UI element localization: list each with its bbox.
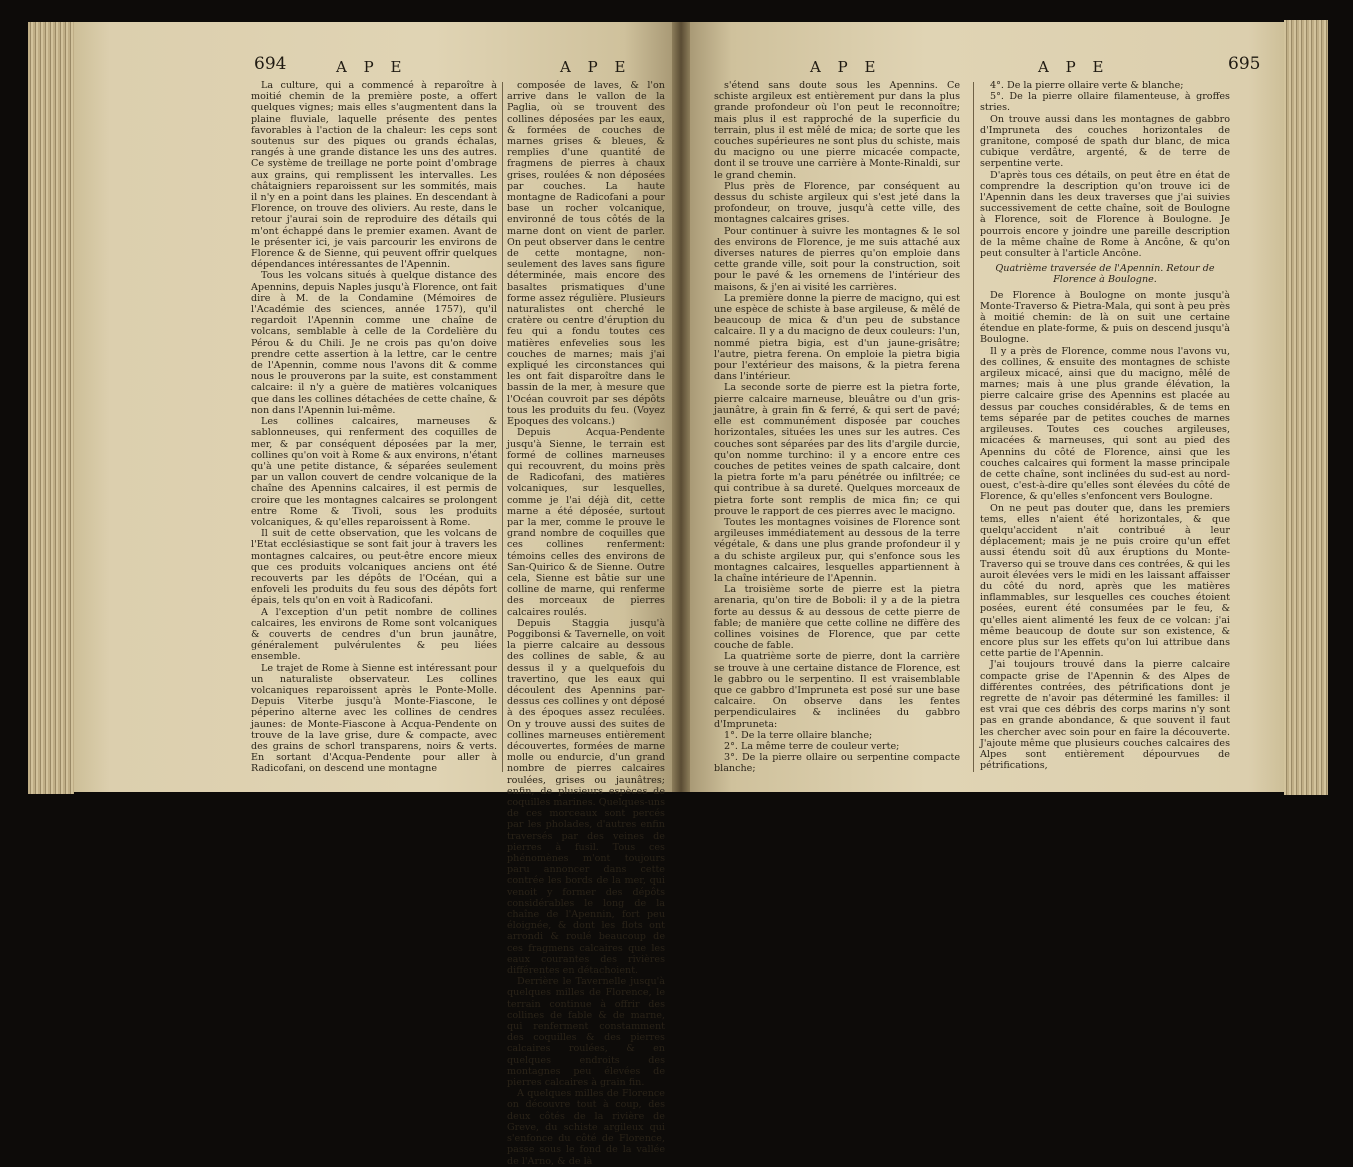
column-divider [502, 82, 503, 772]
text-column [507, 80, 665, 1167]
paragraph: Depuis Acqua-Pendente jusqu'à Sienne, le terrain est formé de collines marneuses qui recouvrent, du moins près de Radicofani, des matières volcaniques, sur lesquelles, comme je l'ai déjà dit, cette marne a été déposée, surtout par la mer, comme le prouve le grand nombre de coquilles que ces collines renferment: témoins celles des environs de San-Quirico & de Sienne. Outre cela, Sienne est bâtie sur une colline de marne, qui renferme des morceaux de pierres calcaires roulés. [507, 427, 665, 618]
running-head: A P E [336, 58, 408, 76]
running-head: A P E [810, 58, 882, 76]
right-page [690, 22, 1284, 792]
page-number: 694 [254, 54, 287, 74]
column-divider [973, 82, 974, 772]
paragraph: Depuis Staggia jusqu'à Poggibonsi & Tavernelle, on voit la pierre calcaire au dessous des collines de sable, & au dessus il y a quelquefois du travertino, que les eaux qui découlent des Apennins par-dessus ces collines y ont déposé à des époques assez reculées. On y trouve aussi des suites de collines marneuses entièrement découvertes, formées de marne molle ou endurcie, d'un grand nombre de pierres calcaires roulées, grises ou jaunâtres; enfin, de plusieurs espèces de coquilles marines. Quelques-uns de ces morceaux sont percés par les pholades, d'autres enfin traversés par des veines de pierres à fusil. Tous ces phénomènes m'ont toujours paru annoncer dans cette contrée les bords de la mer, qui venoit y former des dépôts considérables le long de la chaîne de l'Apennin, fort peu éloignée, & dont les flots ont arrondi & roulé beaucoup de ces fragmens calcaires que les eaux courantes des rivières différentes en détachoient. [507, 617, 665, 977]
list-item: 2°. La même terre de couleur verte; [724, 740, 900, 752]
paragraph: On ne peut pas douter que, dans les premiers tems, elles n'aient été horizontales, & que quelqu'accident n'ait contribué à leur déplacement; mais je ne puis croire qu'un effet aussi étendu soit dû aux éruptions du Monte-Traverso qui se trouve dans ces contrées, & qui les auroit élevées vers le midi en les laissant affaisser du côté du nord, après que les matières inflammables, sur lesquelles ces couches étoient posées, eurent été consumées par le feu, & qu'elles aient alimenté les feux de ce volcan: j'ai même beaucoup de doute sur son existence, & encore plus sur les effets qu'on lui attribue dans cette partie de l'Apennin. [980, 502, 1230, 660]
paragraph: Toutes les montagnes voisines de Florence sont argileuses immédiatement au dessous de la terre végétale, & dans une plus grande profondeur il y a du schiste argileux pur, qui s'enfonce sous les montagnes calcaires, lesquelles appartiennent à la chaîne intérieure de l'Apennin. [714, 516, 960, 584]
paragraph: La seconde sorte de pierre est la pietra forte, pierre calcaire marneuse, bleuâtre ou d'un gris-jaunâtre, à grain fin & ferré, & qui sert de pavé; elle est communément disposée par couches horizontales, situées les unes sur les autres. Ces couches sont séparées par des lits d'argile durcie, qu'on nomme turchino: il y a encore entre ces couches de petites veines de spath calcaire, dont la pietra forte m'a paru pénétrée ou infiltrée; ce qui contribue à sa dureté. Quelques morceaux de pietra forte sont remplis de mica fin; ce qui prouve le rapport de ces pierres avec le macigno. [714, 382, 960, 517]
paragraph: composée de laves, & l'on arrive dans le vallon de la Paglia, où se trouvent des collines déposées par les eaux, & formées de couches de marnes grises & bleues, & remplies d'une quantité de fragmens de pierres à chaux grises, roulées & non déposées par couches. La haute montagne de Radicofani a pour base un rocher volcanique, environné de tous côtés de la marne dont on vient de parler. On peut observer dans le centre de cette montagne, non-seulement des laves sans figure déterminée, mais encore des basaltes prismatiques d'une forme assez régulière. Plusieurs naturalistes ont cherché le cratère ou centre d'éruption du feu qui a fondu toutes ces matières enfevelies sous les couches de marnes; mais j'ai expliqué les circonstances qui les ont fait disparoître dans le bassin de la mer, à mesure que l'Océan couvroit par ses dépôts tous les produits du feu. (Voyez Epoques des volcans.) [507, 80, 665, 428]
paragraph: Il suit de cette observation, que les volcans de l'Etat ecclésiastique se sont fait jour à travers les montagnes calcaires, ou peut-être encore mieux que ces produits volcaniques anciens ont été recouverts par les dépôts de l'Océan, qui a enfoveli les produits du feu sous des dépôts fort épais, tels qu'on en voit à Radicofani. [251, 528, 497, 607]
paragraph: De Florence à Boulogne on monte jusqu'à Monte-Traverso & Pietra-Mala, qui sont à peu près à moitié chemin: de là on suit une certaine étendue en plate-forme, & puis on descend jusqu'à Boulogne. [980, 289, 1230, 346]
page-number: 695 [1228, 54, 1261, 74]
list-item: 4°. De la pierre ollaire verte & blanche; [990, 80, 1184, 91]
paragraph: La première donne la pierre de macigno, qui est une espèce de schiste à base argileuse, & mêlé de beaucoup de mica & d'un peu de substance calcaire. Il y a du macigno de deux couleurs: l'un, nommé pietra bigia, est d'un jaune-grisâtre; l'autre, pietra ferena. On emploie la pietra bigia pour l'extérieur des maisons, & la pietra ferena dans l'intérieur. [714, 292, 960, 383]
text-column [714, 80, 960, 780]
paragraph: Les collines calcaires, marneuses & sablonneuses, qui renferment des coquilles de mer, & par conséquent déposées par la mer, collines qu'on voit à Rome & aux environs, n'étant qu'à une petite distance, & séparées seulement par un vallon couvert de cendre volcanique de la chaîne des Apennins calcaires, il est permis de croire que les montagnes calcaires se prolongent entre Rome & Tivoli, sous les produits volcaniques, & qu'elles reparoissent à Rome. [251, 416, 497, 528]
paragraph: On trouve aussi dans les montagnes de gabbro d'Impruneta des couches horizontales de granitone, composé de spath dur blanc, de mica cubique verdâtre, argenté, & de terre de serpentine verte. [980, 113, 1230, 170]
page-edges-left [28, 22, 74, 794]
paragraph: Le trajet de Rome à Sienne est intéressant pour un naturaliste observateur. Les collines volcaniques reparoissent après le Ponte-Molle. Depuis Viterbe jusqu'à Monte-Fiascone, le péperino alterne avec les collines de cendres jaunes: de Monte-Fiascone à Acqua-Pendente on trouve de la lave grise, dure & compacte, avec des grains de schorl transparens, noirs & verts. En sortant d'Acqua-Pendente pour aller à Radicofani, on descend une montagne [251, 662, 497, 775]
list-item: 5°. De la pierre ollaire filamenteuse, à groffes stries. [980, 91, 1230, 114]
paragraph: A quelques milles de Florence on découvre tout à coup, des deux côtés de la rivière de Greve, du schiste argileux qui s'enfonce du côté de Florence, passe sous le fond de la vallée de l'Arno, & de là [507, 1088, 665, 1167]
section-heading: Quatrième traversée de l'Apennin. Retour de Florence à Boulogne. [995, 263, 1215, 286]
running-head: A P E [1038, 58, 1110, 76]
paragraph: La quatrième sorte de pierre, dont la carrière se trouve à une certaine distance de Florence, est le gabbro ou le serpentino. Il est vraisemblable que ce gabbro d'Impruneta est posé sur une base calcaire. On observe dans les fentes perpendiculaires & inclinées du gabbro d'Impruneta: [714, 651, 960, 730]
paragraph: Plus près de Florence, par conséquent au dessus du schiste argileux qui s'est jeté dans la profondeur, on trouve, jusqu'à cette ville, des montagnes calcaires grises. [714, 180, 960, 226]
list-item: 1°. De la terre ollaire blanche; [724, 729, 873, 741]
paragraph: Tous les volcans situés à quelque distance des Apennins, depuis Naples jusqu'à Florence, ont fait dire à M. de la Condamine (Mémoires de l'Académie des sciences, année 1757), qu'il regardoit l'Apennin comme une chaîne de volcans, semblable à celle de la Cordelière du Pérou & du Chili. Je ne crois pas qu'on doive prendre cette assertion à la lettre, car le centre de l'Apennin, comme nous l'avons dit & comme nous le prouverons par la suite, est constamment calcaire: il n'y a guère de matières volcaniques que dans les collines détachées de cette chaîne, & non dans l'Apennin lui-même. [251, 270, 497, 416]
paragraph: Il y a près de Florence, comme nous l'avons vu, des collines, & ensuite des montagnes de schiste argileux micacé, ainsi que du macigno, mêlé de marnes; mais à une plus grande élévation, la pierre calcaire grise des Apennins est placée au dessus par couches considérables, & de tems en tems séparée par de petites couches de marnes argileuses. Toutes ces couches argileuses, micacées & marneuses, qui sont au pied des Apennins du côté de Florence, ainsi que les couches calcaires qui forment la masse principale de cette chaîne, sont inclinées du sud-est au nord-ouest, c'est-à-dire qu'elles sont élevées du côté de Florence, & qu'elles s'enfoncent vers Boulogne. [980, 345, 1230, 503]
paragraph: Pour continuer à suivre les montagnes & le sol des environs de Florence, je me suis attaché aux diverses natures de pierres qu'on emploie dans cette grande ville, soit pour la construction, soit pour le pavé & les ornemens de l'intérieur des maisons, & j'en ai visité les carrières. [714, 225, 960, 293]
paragraph: s'étend sans doute sous les Apennins. Ce schiste argileux est entièrement pur dans la plus grande profondeur où l'on peut le reconnoître; mais plus il est rapproché de la superficie du terrain, plus il est mêlé de mica; de sorte que les couches supérieures ne sont plus du schiste, mais du macigno ou une pierre micacée compacte, dont il se trouve une carrière à Monte-Rinaldi, sur le grand chemin. [714, 80, 960, 181]
paragraph: La culture, qui a commencé à reparoître à moitié chemin de la première poste, a offert quelques vignes; mais elles s'augmentent dans la plaine fluviale, laquelle présente des pentes favorables à l'action de la chaleur: les ceps sont soutenus sur des piques ou grands échalas, rangés à une grande distance les uns des autres. Ce système de treillage ne porte point d'ombrage aux grains, qui remplissent les intervalles. Les châtaigniers reparoissent sur les sommités, mais il n'y en a point dans les plaines. En descendant à Florence, on trouve des oliviers. Au reste, dans le retour j'aurai soin de reproduire des détails qui m'ont échappé dans le premier examen. Avant de le présenter ici, je vais parcourir les environs de Florence & de Sienne, qui peuvent offrir quelques dépendances intéressantes de l'Apennin. [251, 80, 497, 271]
list-item: 3°. De la pierre ollaire ou serpentine compacte blanche; [714, 752, 960, 775]
paragraph: La troisième sorte de pierre est la pietra arenaria, qu'on tire de Boboli: il y a de la pietra forte au dessus & au dessous de cette pierre de fable; de manière que cette colline ne diffère des collines voisines de Florence, que par cette couche de fable. [714, 584, 960, 652]
paragraph: D'après tous ces détails, on peut être en état de comprendre la description qu'on trouve ici de l'Apennin dans les deux traverses que j'ai suivies successivement de cette chaîne, soit de Boulogne à Florence, soit de Florence à Boulogne. Je pourrois encore y joindre une pareille description de la même chaîne de Rome à Ancône, & qu'on peut consulter à l'article Ancône. [980, 169, 1230, 260]
paragraph: J'ai toujours trouvé dans la pierre calcaire compacte grise de l'Apennin & des Alpes de différentes contrées, des pétrifications dont je regrette de n'avoir pas déterminé les familles: il est vrai que ces débris des corps marins n'y sont pas en grande abondance, & que souvent il faut les chercher avec soin pour en faire la découverte. J'ajoute même que plusieurs couches calcaires des Alpes sont entièrement dépourvues de pétrifications, [980, 659, 1230, 772]
paragraph: Derrière le Tavernelle jusqu'à quelques milles de Florence, le terrain continue à offrir des collines de fable & de marne, qui renferment constamment des coquilles & des pierres calcaires roulées, & en quelques endroits des montagnes peu élevées de pierres calcaires à grain fin. [507, 976, 665, 1089]
text-column [980, 80, 1230, 780]
running-head: A P E [560, 58, 632, 76]
book-gutter [672, 22, 690, 792]
page-edges-right [1284, 20, 1328, 795]
left-page [74, 22, 672, 1167]
text-column [251, 80, 497, 780]
paragraph: A l'exception d'un petit nombre de collines calcaires, les environs de Rome sont volcaniques & couverts de cendres d'un brun jaunâtre, généralement pulvérulentes & peu liées ensemble. [251, 606, 497, 663]
